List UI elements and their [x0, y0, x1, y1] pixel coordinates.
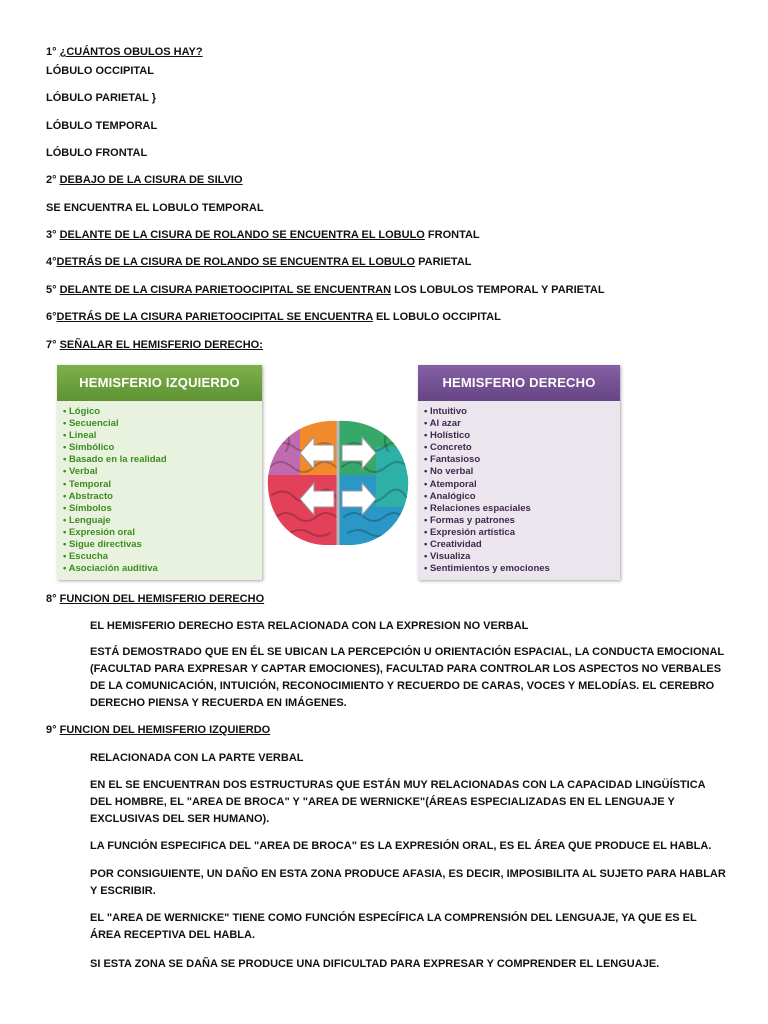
- right-hemisphere-title: HEMISFERIO DERECHO: [418, 365, 620, 401]
- q2-answer: SE ENCUENTRA EL LOBULO TEMPORAL: [46, 202, 264, 214]
- right-hemisphere-list: [418, 401, 620, 575]
- q7-heading: [46, 339, 263, 351]
- q2-question: DEBAJO DE LA CISURA DE SILVIO: [59, 174, 243, 186]
- q8-number: 8°: [46, 593, 57, 605]
- q6-question: DETRÁS DE LA CISURA PARIETOOCIPITAL SE ENCUENTRA: [56, 311, 373, 323]
- q6-answer: EL LOBULO OCCIPITAL: [375, 311, 501, 323]
- q1-heading: [46, 46, 203, 58]
- list-item: • No verbal: [424, 466, 620, 478]
- brain-illustration: [264, 417, 412, 549]
- q9-heading: [46, 724, 270, 736]
- list-item: • Analógico: [424, 491, 620, 503]
- q8-heading: [46, 593, 264, 605]
- q2-number: 2°: [46, 174, 57, 186]
- list-item: • Escucha: [63, 551, 262, 563]
- q1-question: ¿CUÁNTOS OBULOS HAY?: [59, 46, 203, 58]
- list-item: • Lineal: [63, 430, 262, 442]
- q9-paragraph-2: EN EL SE ENCUENTRAN DOS ESTRUCTURAS QUE ESTÁN MUY RELACIONADAS CON LA CAPACIDAD LINGÜÍSTICA DEL HOMBRE, EL "AREA DE BROCA" Y "AREA DE WERNICKE"(ÁREAS ESPECIALIZADAS EN EL LENGUAJE Y EXCLUSIVAS DEL SER HUMANO).: [90, 779, 706, 825]
- q7-number: 7°: [46, 339, 57, 351]
- list-item: • Simbólico: [63, 442, 262, 454]
- q1-answer-2: LÓBULO PARIETAL }: [46, 92, 156, 104]
- q2-heading: [46, 174, 243, 186]
- list-item: • Lógico: [63, 406, 262, 418]
- q6-number: 6°: [46, 311, 57, 323]
- list-item: • Temporal: [63, 479, 262, 491]
- q7-question: SEÑALAR EL HEMISFERIO DERECHO:: [59, 339, 263, 351]
- list-item: • Holístico: [424, 430, 620, 442]
- q8-question: FUNCION DEL HEMISFERIO DERECHO: [59, 593, 265, 605]
- q3-answer: FRONTAL: [427, 229, 480, 241]
- q4-answer: PARIETAL: [418, 256, 472, 268]
- list-item: • Asociación auditiva: [63, 563, 262, 575]
- list-item: • Secuencial: [63, 418, 262, 430]
- list-item: • Lenguaje: [63, 515, 262, 527]
- q4-number: 4°: [46, 256, 57, 268]
- list-item: • Verbal: [63, 466, 262, 478]
- list-item: • Expresión artística: [424, 527, 620, 539]
- list-item: • Intuitivo: [424, 406, 620, 418]
- q3-line: [46, 229, 480, 241]
- q4-question: DETRÁS DE LA CISURA DE ROLANDO SE ENCUENTRA EL LOBULO: [56, 256, 416, 268]
- list-item: • Relaciones espaciales: [424, 503, 620, 515]
- q9-number: 9°: [46, 724, 57, 736]
- list-item: • Abstracto: [63, 491, 262, 503]
- list-item: • Al azar: [424, 418, 620, 430]
- q5-number: 5°: [46, 284, 57, 296]
- q8-paragraph-1: EL HEMISFERIO DERECHO ESTA RELACIONADA CON LA EXPRESION NO VERBAL: [90, 620, 529, 632]
- list-item: • Basado en la realidad: [63, 454, 262, 466]
- list-item: • Formas y patrones: [424, 515, 620, 527]
- q1-answer-3: LÓBULO TEMPORAL: [46, 120, 158, 132]
- q1-answer-1: LÓBULO OCCIPITAL: [46, 65, 154, 77]
- q9-question: FUNCION DEL HEMISFERIO IZQUIERDO: [59, 724, 271, 736]
- q4-line: [46, 256, 472, 268]
- q9-paragraph-4: POR CONSIGUIENTE, UN DAÑO EN ESTA ZONA PRODUCE AFASIA, ES DECIR, IMPOSIBILITA AL SUJETO PARA HABLAR Y ESCRIBIR.: [90, 868, 726, 897]
- q6-line: [46, 311, 501, 323]
- q3-number: 3°: [46, 229, 57, 241]
- list-item: • Símbolos: [63, 503, 262, 515]
- q8-paragraph-2: ESTÁ DEMOSTRADO QUE EN ÉL SE UBICAN LA PERCEPCIÓN U ORIENTACIÓN ESPACIAL, LA CONDUCTA EMOCIONAL (FACULTAD PARA EXPRESAR Y CAPTAR EMOCIONES), FACULTAD PARA CONTROLAR LOS ASPECTOS NO VERBALES DE LA COMUNICACIÓN, INTUICIÓN, RECONOCIMIENTO Y RECUERDO DE CARAS, VOCES Y MELODÍAS. EL CEREBRO DERECHO PIENSA Y RECUERDA EN IMÁGENES.: [90, 646, 724, 709]
- list-item: • Concreto: [424, 442, 620, 454]
- list-item: • Atemporal: [424, 479, 620, 491]
- q5-line: [46, 284, 605, 296]
- q9-paragraph-5: EL "AREA DE WERNICKE" TIENE COMO FUNCIÓN ESPECÍFICA LA COMPRENSIÓN DEL LENGUAJE, YA QUE ES EL ÁREA RECEPTIVA DEL HABLA.: [90, 912, 697, 941]
- list-item: • Visualiza: [424, 551, 620, 563]
- q5-question: DELANTE DE LA CISURA PARIETOOCIPITAL SE ENCUENTRAN: [59, 284, 392, 296]
- list-item: • Fantasioso: [424, 454, 620, 466]
- left-hemisphere-title: HEMISFERIO IZQUIERDO: [57, 365, 262, 401]
- q3-question: DELANTE DE LA CISURA DE ROLANDO SE ENCUENTRA EL LOBULO: [59, 229, 425, 241]
- q1-answer-4: LÓBULO FRONTAL: [46, 147, 148, 159]
- list-item: • Expresión oral: [63, 527, 262, 539]
- left-hemisphere-list: [57, 401, 262, 575]
- right-hemisphere-panel: [418, 365, 620, 580]
- q9-paragraph-3: LA FUNCIÓN ESPECIFICA DEL "AREA DE BROCA" ES LA EXPRESIÓN ORAL, ES EL ÁREA QUE PRODUCE EL HABLA.: [90, 840, 712, 852]
- q5-answer: LOS LOBULOS TEMPORAL Y PARIETAL: [394, 284, 605, 296]
- list-item: • Creatividad: [424, 539, 620, 551]
- list-item: • Sigue directivas: [63, 539, 262, 551]
- q1-number: 1°: [46, 46, 57, 58]
- q9-paragraph-1: RELACIONADA CON LA PARTE VERBAL: [90, 752, 304, 764]
- list-item: • Sentimientos y emociones: [424, 563, 620, 575]
- q9-paragraph-6: SI ESTA ZONA SE DAÑA SE PRODUCE UNA DIFICULTAD PARA EXPRESAR Y COMPRENDER EL LENGUAJE.: [90, 958, 660, 970]
- left-hemisphere-panel: [57, 365, 262, 580]
